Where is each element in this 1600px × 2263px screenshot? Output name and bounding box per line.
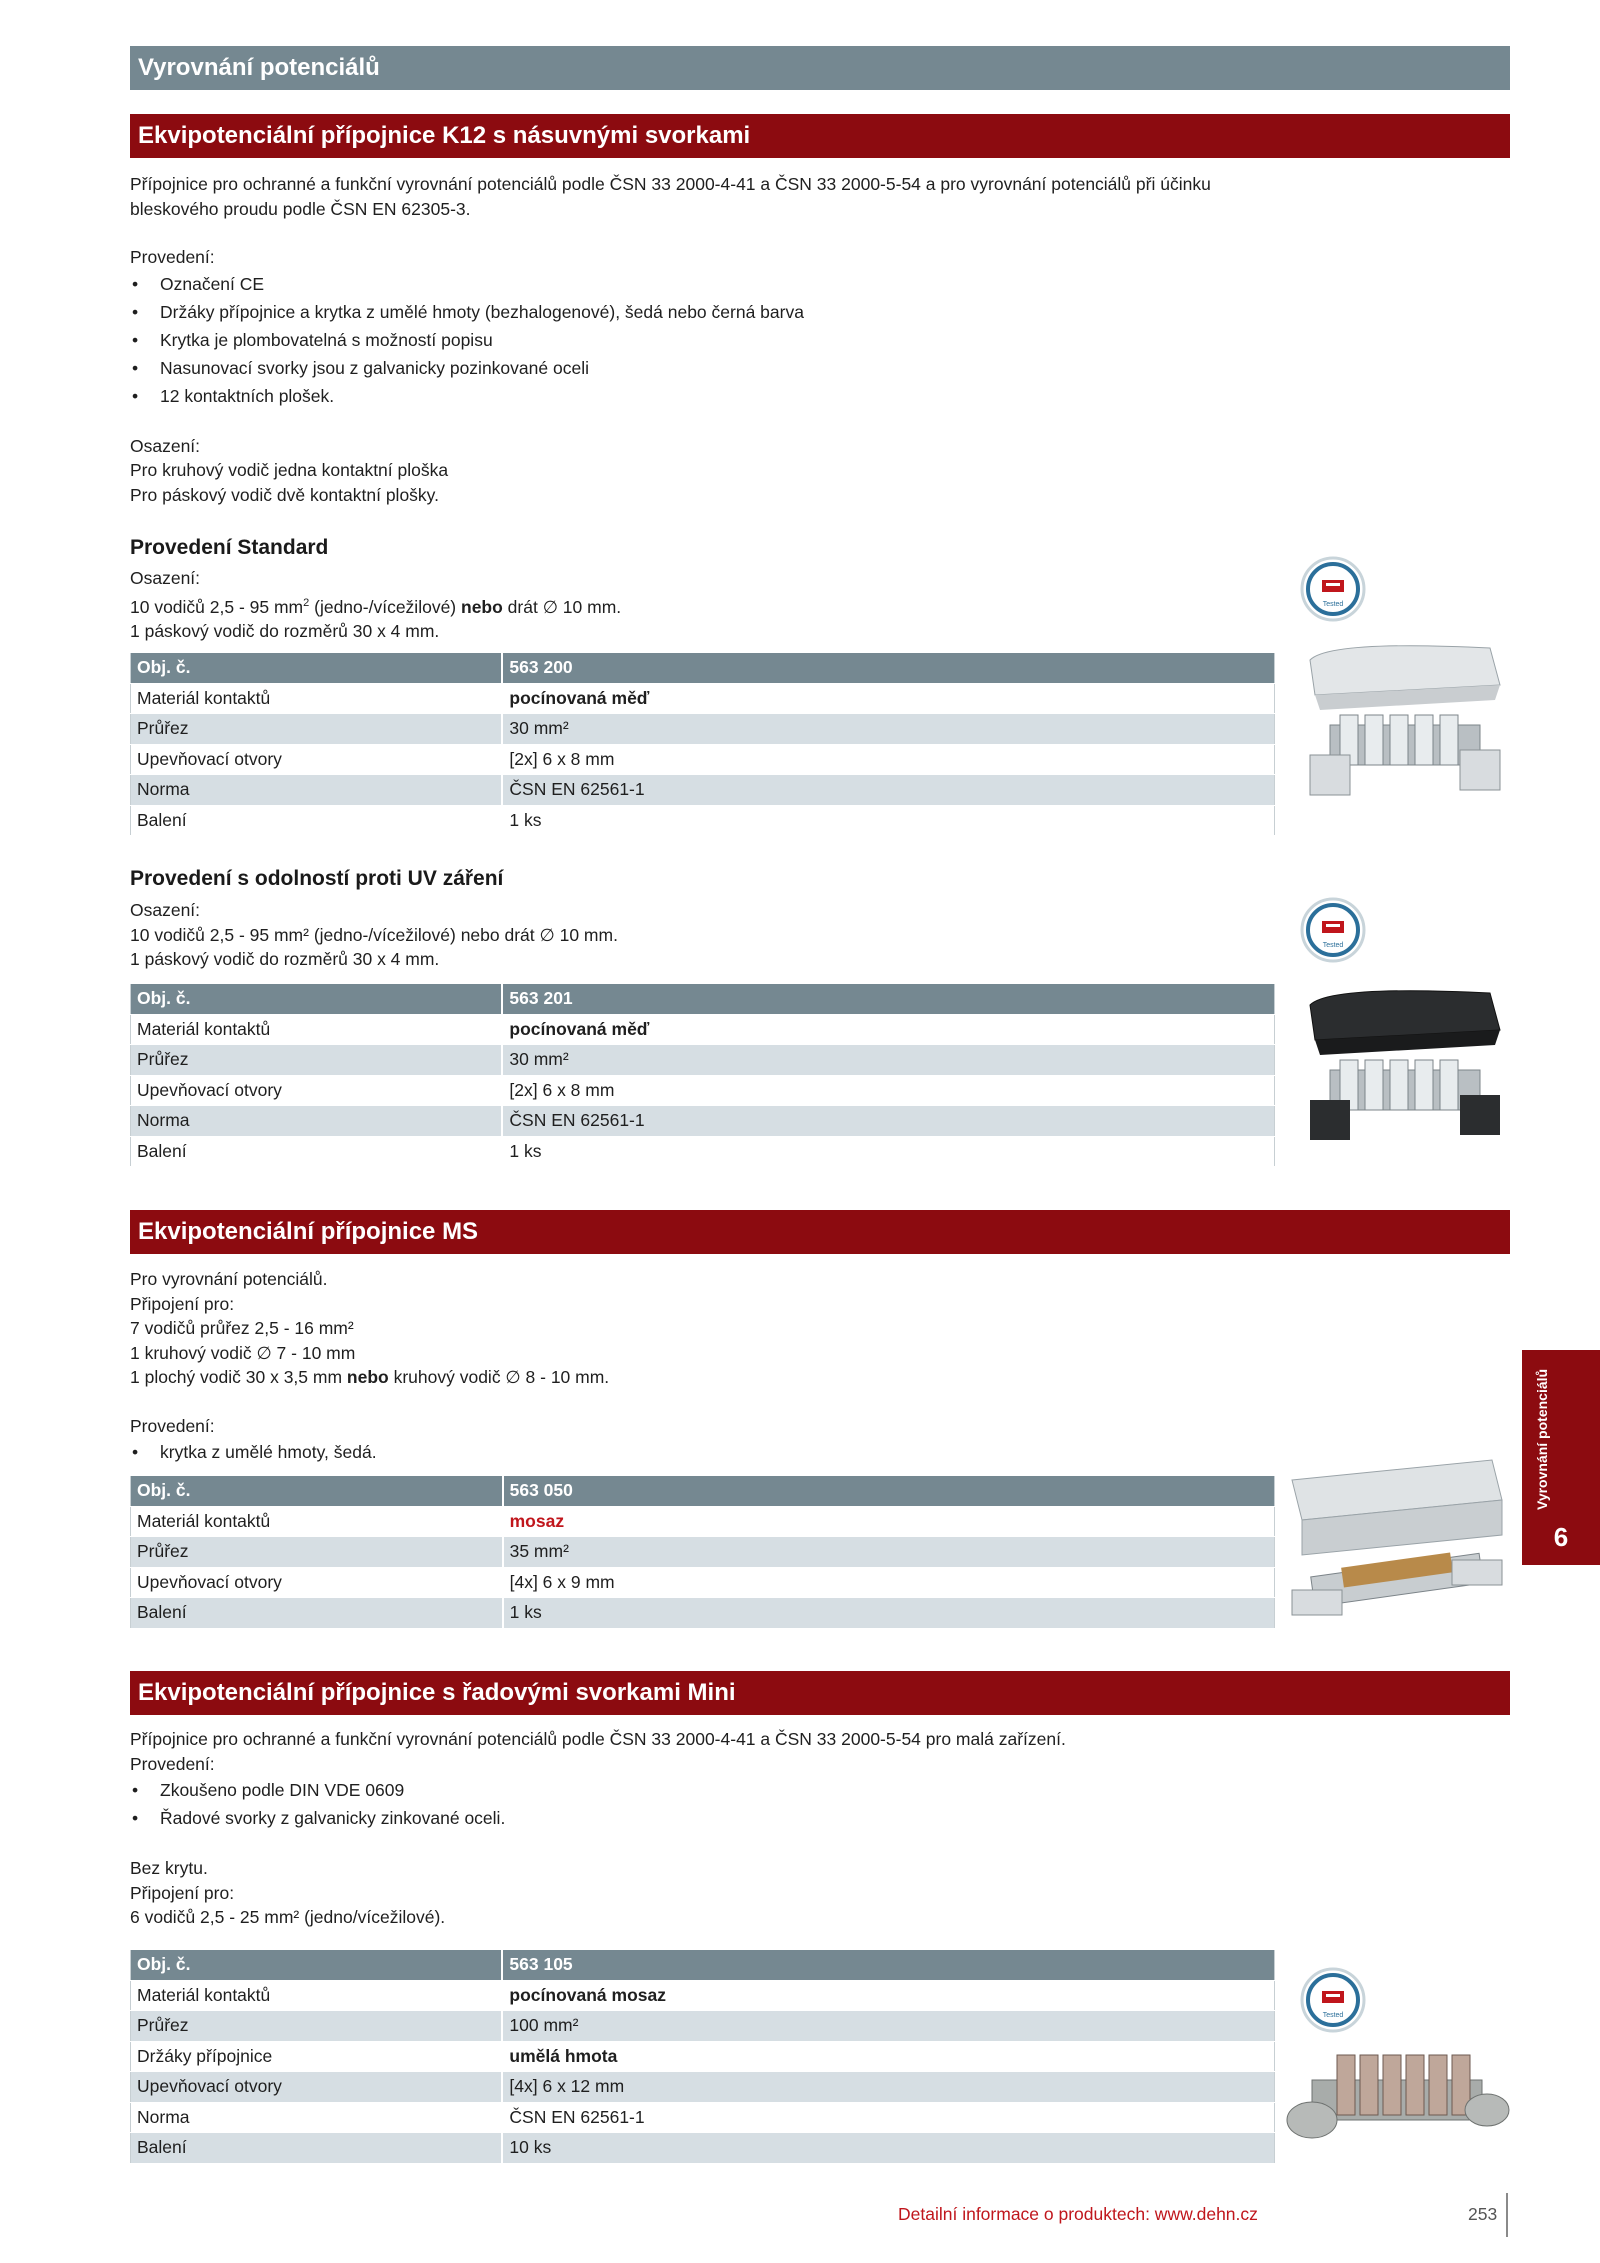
table-row: Upevňovací otvory [2x] 6 x 8 mm <box>131 1075 1275 1106</box>
table-header-row: Obj. č. 563 200 <box>131 653 1275 683</box>
tested-label: Tested <box>1322 2012 1344 2019</box>
mini-line-2: Bez krytu. <box>130 1858 208 1878</box>
standard-title: Provedení Standard <box>130 536 329 559</box>
k12-intro-1: Přípojnice pro ochranné a funkční vyrovnání potenciálů podle ČSN 33 2000-4-41 a ČSN 33 2000-5-54 a pro vyrovnání potenciálů při účinku <box>130 174 1211 194</box>
table-header-row: Obj. č. 563 050 <box>131 1476 1275 1506</box>
standard-line-2: 1 páskový vodič do rozměrů 30 x 4 mm. <box>130 620 440 641</box>
page-section-title <box>130 46 1510 90</box>
mini-line-1: Přípojnice pro ochranné a funkční vyrovnání potenciálů podle ČSN 33 2000-4-41 a ČSN 33 2000-5-54 pro malá zařízení. <box>130 1729 1066 1749</box>
mini-provedeni-label: Provedení: <box>130 1753 215 1774</box>
table-row: Materiál kontaktů mosaz <box>131 1506 1275 1537</box>
footer-link[interactable]: Detailní informace o produktech: www.dehn.cz <box>898 2204 1258 2224</box>
tested-label: Tested <box>1322 942 1344 949</box>
standard-spec-table <box>130 653 1275 836</box>
table-row: Materiál kontaktů pocínovaná mosaz <box>131 1980 1275 2011</box>
k12-title-bar <box>130 114 1510 158</box>
section-title-text: Vyrovnání potenciálů <box>138 54 380 81</box>
standard-osazeni-label: Osazení: <box>130 568 201 588</box>
k12-description <box>130 172 1300 507</box>
table-row: Upevňovací otvory [2x] 6 x 8 mm <box>131 744 1275 775</box>
k12-osazeni-label: Osazení: <box>130 435 201 456</box>
product-image-563105 <box>1282 2010 1512 2160</box>
tested-seal-icon <box>1300 556 1366 622</box>
table-header-row: Obj. č. 563 105 <box>131 1950 1275 1980</box>
table-row: Materiál kontaktů pocínovaná měď <box>131 683 1275 714</box>
product-image-563200 <box>1290 630 1510 810</box>
chapter-side-tab[interactable] <box>1522 1350 1600 1565</box>
table-row: Průřez 30 mm² <box>131 714 1275 745</box>
mini-title: Ekvipotenciální přípojnice s řadovými svorkami Mini <box>138 1679 736 1706</box>
mini-spec-table <box>130 1950 1275 2164</box>
mini-bullet: • Zkoušeno podle DIN VDE 0609 <box>130 1776 1300 1804</box>
k12-bullet: • Nasunovací svorky jsou z galvanicky pozinkované oceli <box>130 354 1300 382</box>
table-row: Průřez 30 mm² <box>131 1045 1275 1076</box>
product-image-563050 <box>1282 1440 1512 1630</box>
k12-bullet: • Krytka je plombovatelná s možností popisu <box>130 326 1300 354</box>
tested-label: Tested <box>1322 601 1344 608</box>
ms-line-1: Pro vyrovnání potenciálů. <box>130 1269 328 1289</box>
table-row: Průřez 100 mm² <box>131 2011 1275 2042</box>
uv-title: Provedení s odolností proti UV záření <box>130 867 504 890</box>
k12-bullet: • Držáky přípojnice a krytka z umělé hmoty (bezhalogenové), šedá nebo černá barva <box>130 298 1300 326</box>
table-row: Balení 1 ks <box>131 1598 1275 1629</box>
tested-seal-icon <box>1300 897 1366 963</box>
uv-spec-table <box>130 984 1275 1167</box>
mini-description <box>130 1727 1300 1930</box>
table-row: Balení 10 ks <box>131 2133 1275 2164</box>
ms-title: Ekvipotenciální přípojnice MS <box>138 1218 479 1245</box>
ms-line-5: 1 plochý vodič 30 x 3,5 mm nebo kruhový vodič ∅ 8 - 10 mm. <box>130 1367 610 1387</box>
standard-description <box>130 566 1300 643</box>
ms-line-2: Připojení pro: <box>130 1293 235 1314</box>
ms-bullet: • krytka z umělé hmoty, šedá. <box>130 1438 1300 1466</box>
mini-line-3: Připojení pro: <box>130 1882 235 1903</box>
mini-bullet: • Řadové svorky z galvanicky zinkované oceli. <box>130 1804 1300 1832</box>
chapter-number: 6 <box>1553 1522 1569 1552</box>
footer-divider <box>1506 2193 1508 2237</box>
mini-line-4: 6 vodičů 2,5 - 25 mm² (jedno/vícežilové). <box>130 1907 446 1927</box>
table-row: Upevňovací otvory [4x] 6 x 12 mm <box>131 2072 1275 2103</box>
k12-provedeni-label: Provedení: <box>130 247 215 267</box>
mini-title-bar <box>130 1671 1510 1715</box>
table-row: Materiál kontaktů pocínovaná měď <box>131 1014 1275 1045</box>
uv-line-2: 1 páskový vodič do rozměrů 30 x 4 mm. <box>130 949 440 969</box>
product-image-563201 <box>1290 975 1510 1155</box>
uv-description <box>130 898 1300 972</box>
table-row: Upevňovací otvory [4x] 6 x 9 mm <box>131 1567 1275 1598</box>
k12-osazeni-1: Pro kruhový vodič jedna kontaktní ploška <box>130 460 449 480</box>
ms-spec-table <box>130 1476 1275 1629</box>
k12-bullet: • Označení CE <box>130 270 1300 298</box>
table-row: Držáky přípojnice umělá hmota <box>131 2041 1275 2072</box>
chapter-label: Vyrovnání potenciálů <box>1534 1368 1550 1510</box>
standard-line-1: 10 vodičů 2,5 - 95 $mm^2$ (jedno-/vícežilové) nebo drát ∅ 10 mm. <box>130 596 622 617</box>
table-row: Norma ČSN EN 62561-1 <box>131 1106 1275 1137</box>
ms-provedeni-label: Provedení: <box>130 1415 215 1436</box>
k12-intro-2: bleskového proudu podle ČSN EN 62305-3. <box>130 198 471 219</box>
ms-description <box>130 1267 1300 1466</box>
uv-osazeni-label: Osazení: <box>130 900 201 920</box>
k12-osazeni-2: Pro páskový vodič dvě kontaktní plošky. <box>130 484 439 505</box>
table-row: Balení 1 ks <box>131 805 1275 836</box>
table-header-row: Obj. č. 563 201 <box>131 984 1275 1014</box>
uv-line-1: 10 vodičů 2,5 - 95 mm² (jedno-/vícežilové) nebo drát ∅ 10 mm. <box>130 924 618 945</box>
k12-title: Ekvipotenciální přípojnice K12 s násuvnými svorkami <box>138 122 751 149</box>
table-row: Průřez 35 mm² <box>131 1537 1275 1568</box>
ms-line-3: 7 vodičů průřez 2,5 - 16 mm² <box>130 1318 354 1338</box>
ms-title-bar <box>130 1210 1510 1254</box>
k12-bullet: • 12 kontaktních plošek. <box>130 382 1300 410</box>
table-row: Balení 1 ks <box>131 1136 1275 1167</box>
table-row: Norma ČSN EN 62561-1 <box>131 2102 1275 2133</box>
ms-line-4: 1 kruhový vodič ∅ 7 - 10 mm <box>130 1342 356 1363</box>
table-row: Norma ČSN EN 62561-1 <box>131 775 1275 806</box>
page-number: 253 <box>1468 2204 1498 2224</box>
